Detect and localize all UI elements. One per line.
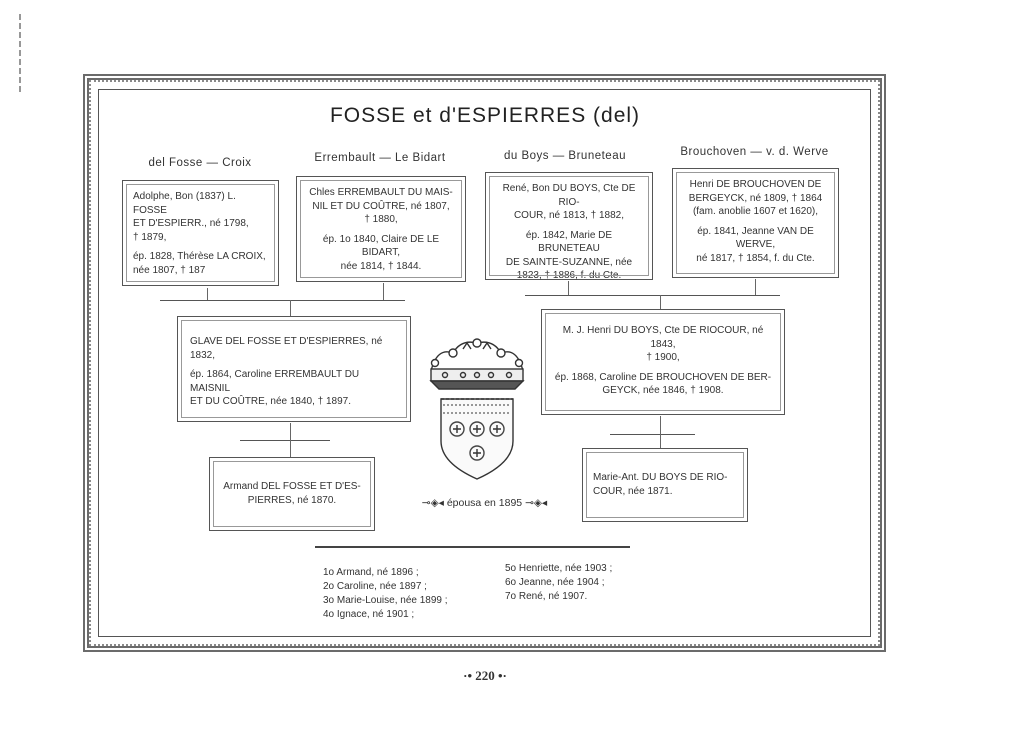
ancestor-line: né 1817, † 1854, f. du Cte. bbox=[696, 252, 815, 264]
connector-stem bbox=[290, 300, 291, 317]
parent-line: ET DU COÛTRE, née 1840, † 1897. bbox=[190, 396, 352, 407]
scan-margin-mark bbox=[18, 14, 22, 94]
connector-stem bbox=[383, 283, 384, 300]
child-entry: 7o René, né 1907. bbox=[505, 591, 588, 602]
ancestor-line: ép. 1841, Jeanne VAN DE WERVE, bbox=[697, 225, 814, 250]
ancestor-line: BERGEYCK, né 1809, † 1864 bbox=[688, 192, 823, 204]
child-box-marie-antoinette bbox=[582, 448, 748, 522]
connector-rule bbox=[610, 434, 695, 435]
divider-rule bbox=[315, 546, 630, 548]
ancestor-line: † 1879, bbox=[133, 231, 167, 243]
ancestor-line: DE SAINTE-SUZANNE, née bbox=[505, 256, 633, 268]
column-heading-brouchoven-werve: Brouchoven — v. d. Werve bbox=[680, 146, 829, 158]
connector-stem bbox=[290, 423, 291, 440]
ancestor-box-boys bbox=[485, 172, 653, 280]
children-list-left bbox=[323, 566, 448, 622]
child-line: COUR, née 1871. bbox=[593, 485, 673, 497]
parent-line: † 1900, bbox=[646, 352, 680, 363]
ancestor-line: née 1807, † 187 bbox=[133, 264, 206, 276]
child-entry: 6o Jeanne, née 1904 ; bbox=[505, 577, 605, 588]
child-line: PIERRES, né 1870. bbox=[247, 494, 337, 506]
child-entry: 3o Marie-Louise, née 1899 ; bbox=[323, 595, 448, 606]
ancestor-line: René, Bon DU BOYS, Cte DE RIO- bbox=[502, 183, 636, 208]
ancestor-box-errembault bbox=[296, 176, 466, 282]
ancestor-line: Adolphe, Bon (1837) L. FOSSE bbox=[133, 191, 236, 216]
ancestor-line: ép. 1o 1840, Claire DE LE BIDART, bbox=[322, 233, 440, 258]
ancestor-line: NIL ET DU COÛTRE, né 1807, bbox=[312, 200, 450, 212]
ancestor-line: 1823, † 1886, f. du Cte. bbox=[516, 270, 622, 281]
children-list-right bbox=[505, 562, 612, 604]
ancestor-box-brouchoven bbox=[672, 168, 839, 278]
parent-line: ép. 1868, Caroline DE BROUCHOVEN DE BER- bbox=[554, 371, 772, 383]
connector-stem bbox=[660, 416, 661, 434]
connector-stem bbox=[207, 288, 208, 300]
column-heading-boys-bruneteau: du Boys — Bruneteau bbox=[503, 150, 626, 162]
parent-box-fosse bbox=[177, 316, 411, 422]
parent-line: M. J. Henri DU BOYS, Cte DE RIOCOUR, né 1843, bbox=[562, 325, 764, 350]
column-heading-errembault-bidart: Errembault — Le Bidart bbox=[314, 152, 446, 164]
ancestor-line: ép. 1828, Thérèse LA CROIX, bbox=[133, 251, 266, 262]
child-entry: 5o Henriette, née 1903 ; bbox=[505, 563, 613, 574]
ancestor-box-fosse bbox=[122, 180, 279, 286]
child-entry: 2o Caroline, née 1897 ; bbox=[323, 581, 427, 592]
page-number: ·• 220 •· bbox=[463, 668, 507, 683]
child-entry: 4o Ignace, né 1901 ; bbox=[323, 609, 415, 620]
parent-box-boys bbox=[541, 309, 785, 415]
connector-rule bbox=[160, 300, 405, 301]
child-entry: 1o Armand, né 1896 ; bbox=[323, 567, 419, 578]
marriage-label: ⊸◈◂ épousa en 1895 ⊸◈◂ bbox=[421, 497, 548, 509]
child-line: Armand DEL FOSSE ET D'ES- bbox=[223, 481, 361, 492]
connector-stem bbox=[660, 434, 661, 448]
page-title: FOSSE et d'ESPIERRES (del) bbox=[329, 104, 641, 127]
connector-stem bbox=[660, 295, 661, 310]
ancestor-line: Henri DE BROUCHOVEN DE bbox=[689, 179, 822, 190]
ancestor-line: COUR, né 1813, † 1882, bbox=[513, 210, 625, 221]
ancestor-line: † 1880, bbox=[364, 214, 398, 225]
connector-rule bbox=[240, 440, 330, 441]
connector-rule bbox=[525, 295, 780, 296]
child-line: Marie-Ant. DU BOYS DE RIO- bbox=[593, 472, 728, 483]
parent-line: ép. 1864, Caroline ERREMBAULT DU MAISNIL bbox=[190, 369, 360, 394]
parent-line: GEYCK, née 1846, † 1908. bbox=[602, 385, 724, 396]
ancestor-line: ET D'ESPIERR., né 1798, bbox=[133, 218, 249, 229]
connector-stem bbox=[290, 440, 291, 457]
ancestor-line: née 1814, † 1844. bbox=[340, 260, 422, 272]
parent-line: GLAVE DEL FOSSE ET D'ESPIERRES, né 1832, bbox=[190, 336, 383, 361]
ancestor-line: ép. 1842, Marie DE BRUNETEAU bbox=[525, 229, 613, 254]
ancestor-line: (fam. anoblie 1607 et 1620), bbox=[692, 206, 819, 217]
connector-stem bbox=[755, 279, 756, 295]
connector-stem bbox=[568, 281, 569, 295]
child-box-armand bbox=[209, 457, 375, 531]
coat-of-arms-icon bbox=[423, 333, 531, 483]
column-heading-fosse-croix: del Fosse — Croix bbox=[148, 157, 252, 169]
ancestor-line: Chles ERREMBAULT DU MAIS- bbox=[309, 187, 453, 198]
